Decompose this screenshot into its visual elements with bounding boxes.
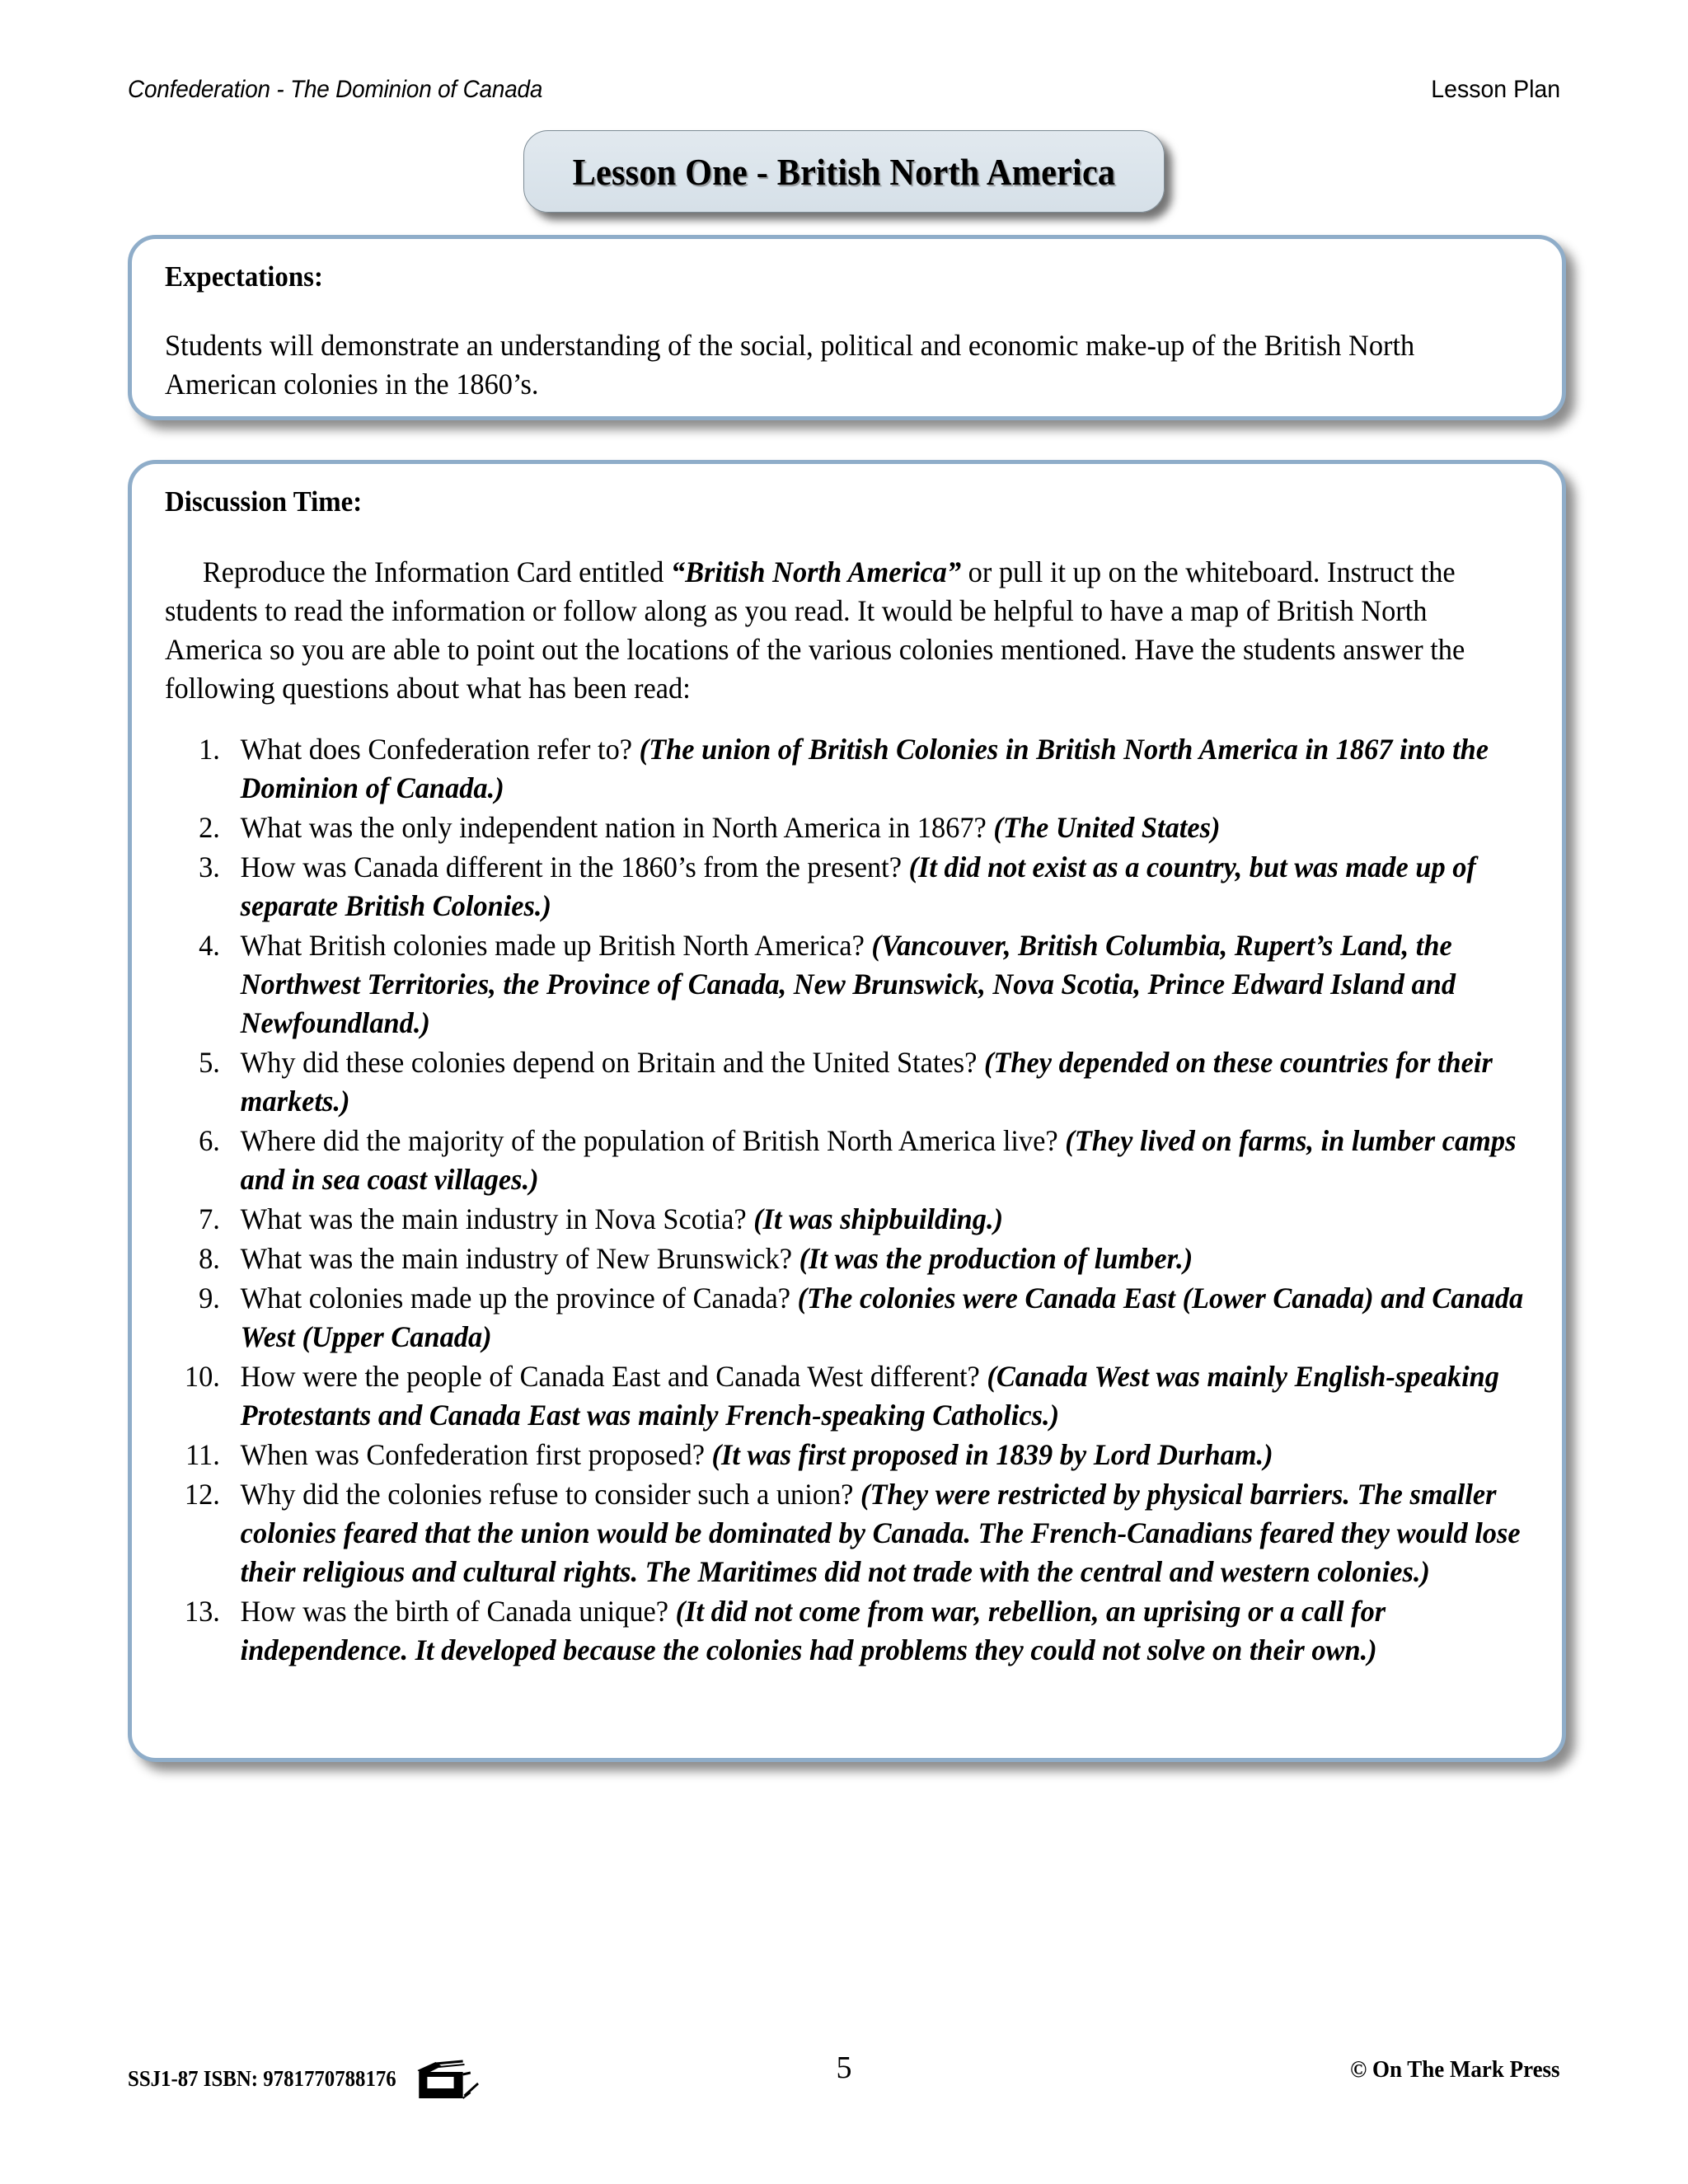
- discussion-time-box: [128, 460, 1566, 1762]
- answer-text: (They lived on farms, in lumber camps and in sea coast villages.): [240, 1124, 1517, 1197]
- page-number: 5: [836, 2050, 852, 2085]
- expectations-heading: Expectations:: [165, 260, 323, 293]
- question-list: [165, 730, 1529, 1669]
- answer-text: (It was the production of lumber.): [799, 1242, 1193, 1276]
- question-text: What does Confederation refer to?: [240, 733, 640, 766]
- answer-text: (They depended on these countries for their markets.): [240, 1046, 1493, 1118]
- question-text: What was the main industry of New Brunswick?: [240, 1242, 799, 1276]
- footer-product-code-group: [128, 2056, 481, 2101]
- question-item: [165, 848, 1529, 926]
- answer-text: (It was first proposed in 1839 by Lord Durham.): [711, 1437, 1273, 1471]
- question-item: [165, 808, 1529, 847]
- question-item: [165, 1240, 1529, 1278]
- answer-text: (They were restricted by physical barriers. The smaller colonies feared that the union would be dominated by Canada. The French-Canadians feared they would lose their religious and cultural rights. The Maritimes did not trade with the central and western colonies.): [240, 1477, 1521, 1588]
- question-text: Why did these colonies depend on Britain and the United States?: [240, 1046, 984, 1080]
- question-text: How was the birth of Canada unique?: [240, 1594, 676, 1628]
- running-header: [128, 76, 1560, 112]
- question-text: How were the people of Canada East and Canada West different?: [240, 1359, 987, 1393]
- intro-part-one: Reproduce the Information Card entitled: [202, 555, 671, 589]
- expectations-box: [128, 235, 1566, 420]
- question-item: [165, 1475, 1529, 1591]
- page-footer: [128, 2050, 1560, 2102]
- question-text: When was Confederation first proposed?: [240, 1437, 712, 1471]
- question-text: Where did the majority of the population of British North America live?: [240, 1124, 1066, 1158]
- answer-text: (The United States): [993, 811, 1221, 845]
- question-text: What British colonies made up British North America?: [240, 929, 872, 963]
- question-text: What was the only independent nation in North America in 1867?: [240, 811, 994, 845]
- question-text: What was the main industry in Nova Scotia?: [240, 1202, 754, 1236]
- question-text: Why did the colonies refuse to consider such a union?: [240, 1477, 861, 1511]
- answer-text: (The colonies were Canada East (Lower Canada) and Canada West (Upper Canada): [240, 1282, 1524, 1353]
- answer-text: (Canada West was mainly English-speaking Protestants and Canada East was mainly French-speaking Catholics.): [240, 1359, 1499, 1432]
- answer-text: (It did not come from war, rebellion, an uprising or a call for independence. It developed because the colonies had problems they could not solve on their own.): [240, 1594, 1386, 1666]
- expectations-text: Students will demonstrate an understanding of the social, political and economic make-up of the British North American colonies in the 1860’s.: [165, 329, 1415, 401]
- footer-product-code: SSJ1-87 ISBN: 9781770788176: [128, 2065, 396, 2091]
- running-header-section: Lesson Plan: [1431, 76, 1560, 103]
- question-item: [165, 1357, 1529, 1435]
- question-item: [165, 1043, 1529, 1121]
- discussion-heading: Discussion Time:: [165, 485, 363, 518]
- question-item: [165, 926, 1529, 1043]
- answer-text: (It was shipbuilding.): [753, 1202, 1004, 1236]
- question-item: [165, 1200, 1529, 1239]
- question-item: [165, 1279, 1529, 1357]
- question-text: What colonies made up the province of Canada?: [240, 1282, 798, 1315]
- answer-text: (Vancouver, British Columbia, Rupert’s Land, the Northwest Territories, the Province of Canada, New Brunswick, Nova Scotia, Prince Edward Island and Newfoundland.): [240, 929, 1456, 1040]
- question-item: [165, 1592, 1529, 1670]
- question-item: [165, 1436, 1529, 1474]
- answer-text: (It did not exist as a country, but was made up of separate British Colonies.): [240, 851, 1476, 923]
- lesson-title-text: Lesson One - British North America: [572, 150, 1116, 193]
- question-text: How was Canada different in the 1860’s from the present?: [240, 851, 909, 884]
- information-card-title: “British North America”: [670, 555, 962, 589]
- lesson-title-banner: [523, 130, 1165, 213]
- on-the-mark-press-logo-icon: [416, 2060, 481, 2104]
- footer-copyright: © On The Mark Press: [1350, 2056, 1560, 2083]
- answer-text: (The union of British Colonies in British North America in 1867 into the Dominion of Canada.): [240, 733, 1489, 805]
- question-item: [165, 730, 1529, 808]
- question-item: [165, 1122, 1529, 1199]
- intro-part-two: or pull it up on the whiteboard. Instruct the students to read the information or follow along as you read. It would be helpful to have a map of British North America so you are able to point out the locations of the various colonies mentioned. Have the students answer the following questions about what has been read:: [165, 555, 1465, 705]
- discussion-intro-paragraph: [165, 553, 1529, 707]
- running-header-title: Confederation - The Dominion of Canada: [128, 76, 543, 103]
